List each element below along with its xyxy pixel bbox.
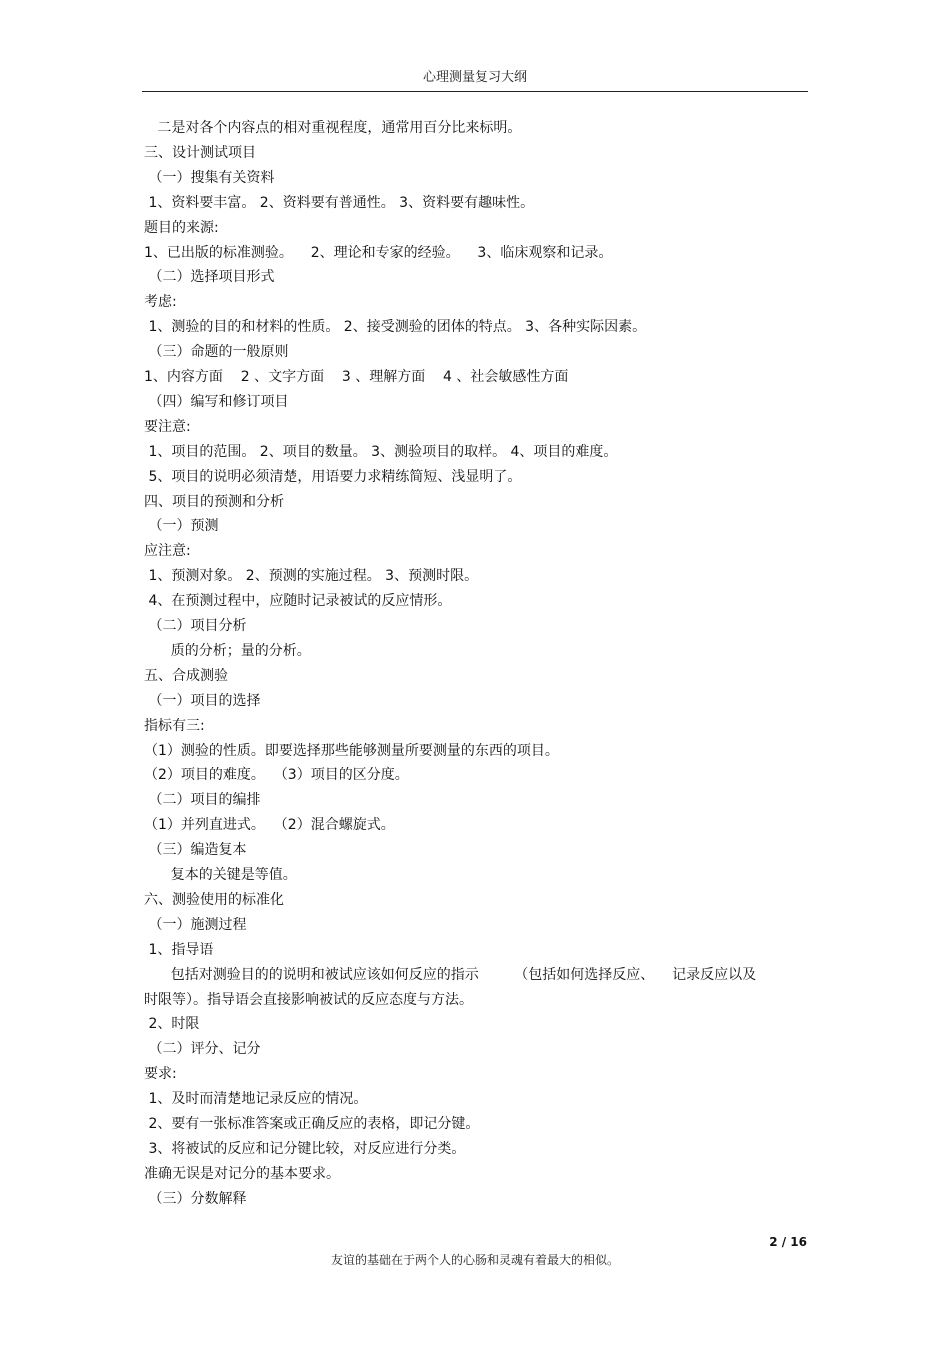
text-line: （二）选择项目形式: [144, 269, 275, 285]
text-line: （1）测验的性质。即要选择那些能够测量所要测量的东西的项目。: [144, 743, 559, 759]
text-line: 考虑:: [144, 294, 177, 310]
footer-quote: 友谊的基础在于两个人的心肠和灵魂有着最大的相似。: [330, 1253, 619, 1267]
text-line: （四）编写和修订项目: [144, 394, 289, 410]
text-line: （二）评分、记分: [144, 1041, 261, 1057]
text-line: 1、资料要丰富。 2、资料要有普通性。 3、资料要有趣味性。: [144, 195, 535, 211]
text-line: 4、在预测过程中，应随时记录被试的反应情形。: [144, 593, 452, 609]
text-line: （三）编造复本: [144, 842, 247, 858]
text-line: 准确无误是对记分的基本要求。: [144, 1166, 340, 1182]
text-line: 要求:: [144, 1066, 177, 1082]
text-line: 时限等）。指导语会直接影响被试的反应态度与方法。: [144, 992, 473, 1008]
text-line: （二）项目的编排: [144, 792, 261, 808]
text-line: （三）分数解释: [144, 1191, 247, 1207]
text-line: 二是对各个内容点的相对重视程度，通常用百分比来标明。: [144, 120, 522, 136]
text-line: 1、项目的范围。 2、项目的数量。 3、测验项目的取样。 4、项目的难度。: [144, 444, 618, 460]
text-line: 2、要有一张标准答案或正确反应的表格，即记分键。: [144, 1116, 480, 1132]
text-line: 1、预测对象。 2、预测的实施过程。 3、预测时限。: [144, 568, 479, 584]
text-line: （1）并列直进式。 （2）混合螺旋式。: [144, 817, 395, 833]
text-line: 应注意:: [144, 543, 191, 559]
page-number: 2 / 16: [769, 1235, 807, 1249]
text-line: 三、设计测试项目: [144, 145, 256, 161]
text-line: （一）预测: [144, 518, 219, 534]
running-header-title: 心理测量复习大纲: [422, 70, 527, 85]
text-line: 1、及时而清楚地记录反应的情况。: [144, 1091, 368, 1107]
text-line: 六、测验使用的标准化: [144, 892, 284, 908]
text-line: 指标有三:: [144, 718, 205, 734]
text-line: 要注意:: [144, 419, 191, 435]
text-line: 5、项目的说明必须清楚，用语要力求精练简短、浅显明了。: [144, 469, 522, 485]
text-line: 四、项目的预测和分析: [144, 494, 284, 510]
text-line: 2、时限: [144, 1016, 200, 1032]
text-line: （二）项目分析: [144, 618, 247, 634]
text-line: 质的分析；量的分析。: [144, 643, 311, 659]
text-line: （三）命题的一般原则: [144, 344, 289, 360]
text-line: 1、测验的目的和材料的性质。 2、接受测验的团体的特点。 3、各种实际因素。: [144, 319, 647, 335]
text-line: 题目的来源:: [144, 220, 219, 236]
text-line: 五、合成测验: [144, 668, 228, 684]
text-line: 复本的关键是等值。: [144, 867, 297, 883]
text-line: 包括对测验目的的说明和被试应该如何反应的指示 （包括如何选择反应、 记录反应以及: [144, 967, 757, 983]
text-line: （一）施测过程: [144, 917, 247, 933]
text-line: （一）项目的选择: [144, 693, 261, 709]
text-line: 1、内容方面 2 、文字方面 3 、理解方面 4 、社会敏感性方面: [144, 369, 569, 385]
text-line: 1、指导语: [144, 942, 214, 958]
text-line: （2）项目的难度。 （3）项目的区分度。: [144, 767, 409, 783]
text-line: （一）搜集有关资料: [144, 170, 275, 186]
text-line: 1、已出版的标准测验。 2、理论和专家的经验。 3、临床观察和记录。: [144, 245, 613, 261]
text-line: 3、将被试的反应和记分键比较，对反应进行分类。: [144, 1141, 466, 1157]
